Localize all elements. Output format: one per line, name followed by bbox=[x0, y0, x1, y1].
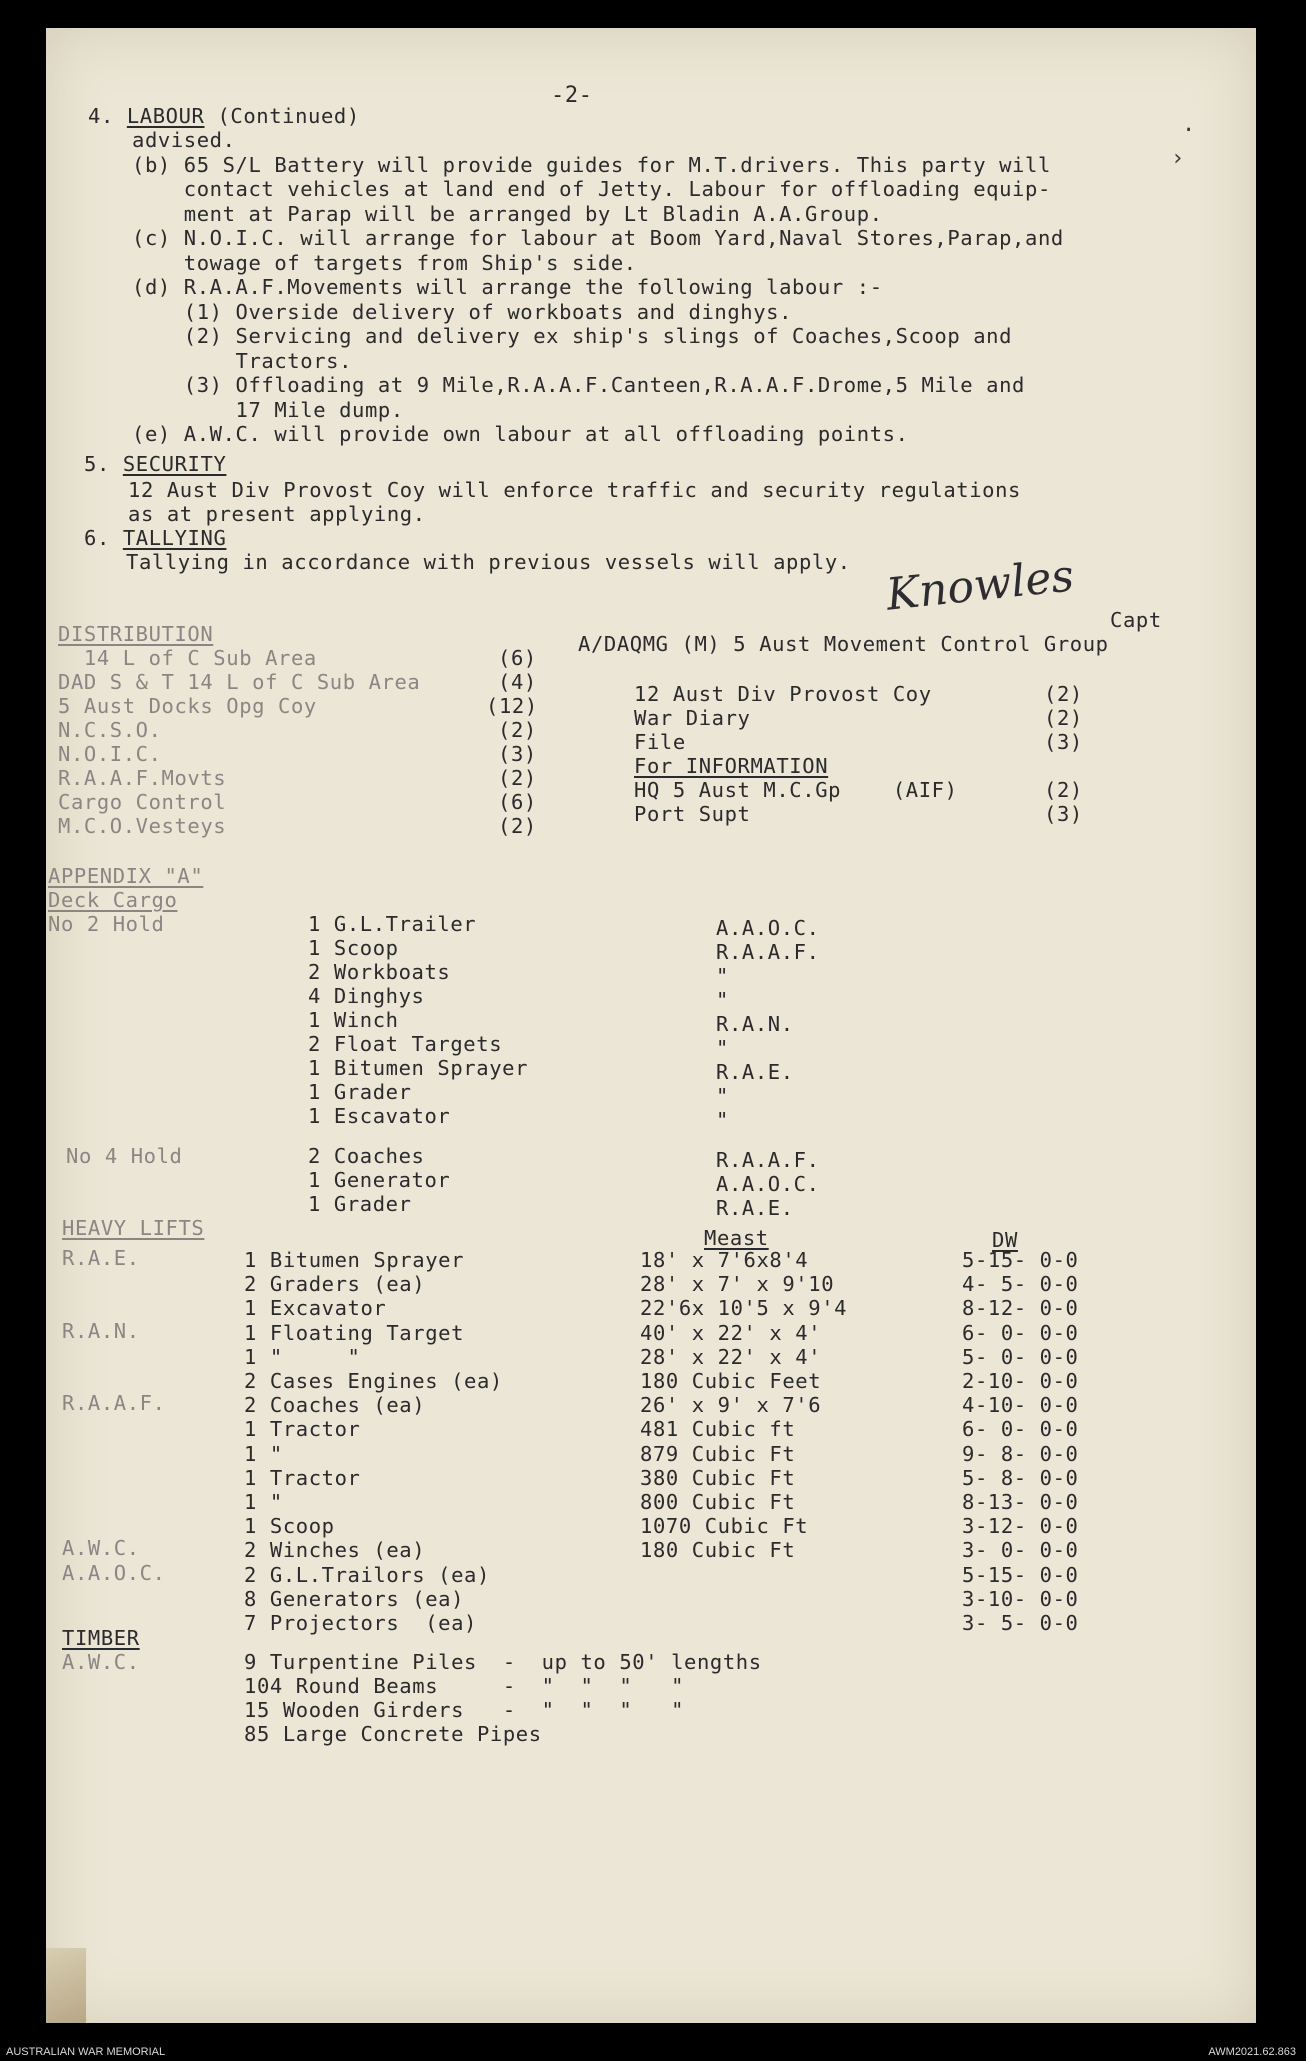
security-line: as at present applying. bbox=[128, 502, 426, 526]
labour-line: (d) R.A.A.F.Movements will arrange the following labour :- bbox=[132, 275, 883, 299]
distribution-copies: (6) bbox=[498, 646, 537, 670]
cargo-item: 1 Escavator bbox=[308, 1104, 451, 1128]
heavy-lift-deadweight: 2-10- 0-0 bbox=[962, 1369, 1079, 1393]
security-heading-text: SECURITY bbox=[122, 452, 227, 476]
cargo-item: 1 Bitumen Sprayer bbox=[308, 1056, 529, 1080]
hold-2-label: No 2 Hold bbox=[48, 912, 165, 936]
heavy-lift-item: 2 Winches (ea) bbox=[244, 1538, 426, 1563]
heavy-lift-item: 1 " " bbox=[244, 1344, 361, 1369]
archive-credit: AUSTRALIAN WAR MEMORIAL bbox=[6, 2046, 166, 2058]
timber-line: 104 Round Beams - " " " " bbox=[244, 1674, 685, 1698]
heavy-lift-deadweight: 8-13- 0-0 bbox=[962, 1490, 1079, 1514]
heavy-lift-item: 8 Generators (ea) bbox=[244, 1586, 465, 1611]
cargo-item: 4 Dinghys bbox=[308, 984, 425, 1008]
distribution-recipient: 5 Aust Docks Opg Coy bbox=[58, 694, 317, 718]
cargo-item: 2 Coaches bbox=[308, 1144, 425, 1168]
labour-heading bbox=[88, 104, 360, 128]
info-copies: (2) bbox=[1044, 778, 1083, 802]
heavy-lift-deadweight: 5-15- 0-0 bbox=[962, 1248, 1079, 1272]
cargo-unit: R.A.A.F. bbox=[716, 940, 820, 964]
distribution-recipient: N.C.S.O. bbox=[58, 718, 162, 742]
heavy-lift-measurement: 800 Cubic Ft bbox=[640, 1490, 796, 1514]
labour-line: (c) N.O.I.C. will arrange for labour at Boom Yard,Naval Stores,Parap,and bbox=[132, 226, 1064, 250]
heavy-lift-unit: A.A.O.C. bbox=[62, 1560, 166, 1585]
heavy-lift-deadweight: 3-10- 0-0 bbox=[962, 1586, 1079, 1611]
cargo-unit: A.A.O.C. bbox=[716, 916, 820, 940]
info-recipient: HQ 5 Aust M.C.Gp (AIF) bbox=[634, 778, 958, 802]
heavy-lift-measurement: 28' x 22' x 4' bbox=[640, 1344, 822, 1369]
tallying-heading-text: TALLYING bbox=[122, 526, 227, 550]
labour-heading-cont: (Continued) bbox=[217, 104, 360, 128]
cargo-item: 2 Float Targets bbox=[308, 1032, 503, 1056]
heavy-lift-measurement: 26' x 9' x 7'6 bbox=[640, 1393, 822, 1418]
heavy-lift-deadweight: 6- 0- 0-0 bbox=[962, 1417, 1079, 1442]
cargo-item: 1 Generator bbox=[308, 1168, 451, 1192]
cargo-unit: R.A.A.F. bbox=[716, 1148, 820, 1172]
timber-heading: TIMBER bbox=[62, 1626, 140, 1650]
heavy-lift-deadweight: 9- 8- 0-0 bbox=[962, 1441, 1079, 1466]
labour-line: (3) Offloading at 9 Mile,R.A.A.F.Canteen,R.A.A.F.Drome,5 Mile and bbox=[132, 373, 1026, 397]
heavy-lift-deadweight: 8-12- 0-0 bbox=[962, 1296, 1079, 1321]
distribution-copies: (2) bbox=[498, 718, 537, 742]
dw-column-header: DW bbox=[992, 1228, 1018, 1252]
heavy-lift-measurement: 180 Cubic Ft bbox=[640, 1538, 796, 1563]
distribution-recipient: 14 L of C Sub Area bbox=[58, 646, 317, 670]
cargo-unit: R.A.N. bbox=[716, 1012, 794, 1036]
cargo-item: 1 G.L.Trailer bbox=[308, 912, 477, 936]
cargo-unit: " bbox=[716, 1108, 729, 1132]
tallying-heading bbox=[84, 526, 226, 550]
cargo-unit: R.A.E. bbox=[716, 1196, 794, 1220]
distribution-copies: (12) bbox=[486, 694, 538, 718]
heavy-lift-deadweight: 5- 0- 0-0 bbox=[962, 1344, 1079, 1369]
heavy-lift-unit: R.A.E. bbox=[62, 1246, 140, 1270]
stray-mark: › bbox=[1171, 146, 1185, 171]
labour-heading-number: 4. bbox=[88, 104, 114, 128]
labour-line: (1) Overside delivery of workboats and dinghys. bbox=[132, 299, 793, 324]
labour-line: (b) 65 S/L Battery will provide guides for M.T.drivers. This party will bbox=[132, 152, 1051, 177]
info-heading: For INFORMATION bbox=[634, 754, 829, 778]
heavy-lift-measurement: 180 Cubic Feet bbox=[640, 1369, 822, 1393]
distribution-copies: (2) bbox=[498, 814, 537, 838]
archive-reference: AWM2021.62.863 bbox=[1208, 2046, 1296, 2058]
timber-line: 9 Turpentine Piles - up to 50' lengths bbox=[244, 1650, 762, 1674]
handwritten-signature: Knowles bbox=[883, 550, 1077, 621]
cargo-item: 1 Grader bbox=[308, 1080, 412, 1104]
heavy-lift-item: 1 Excavator bbox=[244, 1296, 387, 1321]
distribution-copies: (4) bbox=[498, 670, 537, 694]
heavy-lift-measurement: 22'6x 10'5 x 9'4 bbox=[640, 1296, 848, 1321]
heavy-lift-item: 2 Cases Engines (ea) bbox=[244, 1369, 503, 1393]
heavy-lift-measurement: 40' x 22' x 4' bbox=[640, 1320, 822, 1345]
heavy-lift-item: 1 " bbox=[244, 1490, 283, 1514]
labour-line: ment at Parap will be arranged by Lt Bladin A.A.Group. bbox=[132, 201, 883, 226]
cargo-item: 1 Winch bbox=[308, 1008, 399, 1032]
distribution-recipient: M.C.O.Vesteys bbox=[58, 814, 227, 838]
heavy-lift-item: 2 G.L.Trailors (ea) bbox=[244, 1562, 490, 1587]
distribution-recipient: N.O.I.C. bbox=[58, 742, 162, 766]
security-line: 12 Aust Div Provost Coy will enforce traffic and security regulations bbox=[128, 478, 1022, 502]
heavy-lift-deadweight: 3- 0- 0-0 bbox=[962, 1538, 1079, 1563]
cargo-unit: R.A.E. bbox=[716, 1060, 794, 1084]
labour-line: Tractors. bbox=[132, 348, 353, 373]
appendix-subheading: Deck Cargo bbox=[48, 888, 178, 912]
heavy-lift-measurement: 380 Cubic Ft bbox=[640, 1465, 796, 1490]
page-number: -2- bbox=[551, 83, 593, 108]
distribution-copies: (3) bbox=[1044, 730, 1083, 754]
heavy-lift-deadweight: 4-10- 0-0 bbox=[962, 1393, 1079, 1418]
heavy-lift-unit: R.A.N. bbox=[62, 1318, 140, 1343]
security-heading-number: 5. bbox=[84, 452, 110, 476]
distribution-copies: (6) bbox=[498, 790, 537, 814]
heavy-lift-deadweight: 5-15- 0-0 bbox=[962, 1562, 1079, 1587]
hold-4-label: No 4 Hold bbox=[66, 1144, 183, 1168]
heavy-lift-deadweight: 4- 5- 0-0 bbox=[962, 1272, 1079, 1297]
cargo-unit: " bbox=[716, 1036, 729, 1060]
timber-line: 15 Wooden Girders - " " " " bbox=[244, 1698, 685, 1722]
heavy-lift-item: 1 " bbox=[244, 1441, 283, 1466]
heavy-lift-unit: R.A.A.F. bbox=[62, 1391, 166, 1416]
appendix-heading: APPENDIX "A" bbox=[48, 864, 204, 888]
distribution-recipient: Cargo Control bbox=[58, 790, 227, 814]
heavy-lift-deadweight: 3-12- 0-0 bbox=[962, 1514, 1079, 1539]
heavy-lift-deadweight: 5- 8- 0-0 bbox=[962, 1465, 1079, 1490]
cargo-item: 1 Grader bbox=[308, 1192, 412, 1216]
labour-line: towage of targets from Ship's side. bbox=[132, 250, 637, 275]
security-heading bbox=[84, 452, 226, 476]
heavy-lift-item: 1 Scoop bbox=[244, 1514, 335, 1539]
distribution-recipient: DAD S & T 14 L of C Sub Area bbox=[58, 670, 421, 694]
heavy-lift-deadweight: 3- 5- 0-0 bbox=[962, 1611, 1079, 1635]
cargo-item: 1 Scoop bbox=[308, 936, 399, 960]
heavy-lift-item: 1 Tractor bbox=[244, 1465, 361, 1490]
heavy-lift-item: 1 Bitumen Sprayer bbox=[244, 1248, 465, 1272]
heavy-lift-item: 7 Projectors (ea) bbox=[244, 1611, 477, 1635]
distribution-recipient: 12 Aust Div Provost Coy bbox=[634, 682, 932, 706]
distribution-recipient: R.A.A.F.Movts bbox=[58, 766, 227, 790]
labour-heading-text: LABOUR bbox=[126, 104, 205, 128]
heavy-lift-item: 1 Tractor bbox=[244, 1417, 361, 1442]
heavy-lift-unit: A.W.C. bbox=[62, 1536, 140, 1561]
distribution-copies: (3) bbox=[498, 742, 537, 766]
labour-line: (2) Servicing and delivery ex ship's slings of Coaches,Scoop and bbox=[132, 324, 1013, 348]
heavy-lifts-heading: HEAVY LIFTS bbox=[62, 1216, 205, 1240]
timber-line: 85 Large Concrete Pipes bbox=[244, 1722, 542, 1746]
heavy-lift-item: 2 Coaches (ea) bbox=[244, 1393, 426, 1418]
distribution-recipient: File bbox=[634, 730, 686, 754]
info-copies: (3) bbox=[1044, 802, 1083, 826]
heavy-lift-item: 2 Graders (ea) bbox=[244, 1272, 426, 1297]
tallying-line: Tallying in accordance with previous vessels will apply. bbox=[126, 550, 851, 574]
heavy-lift-measurement: 28' x 7' x 9'10 bbox=[640, 1272, 835, 1297]
distribution-copies: (2) bbox=[498, 766, 537, 790]
distribution-heading: DISTRIBUTION bbox=[58, 622, 214, 646]
cargo-unit: " bbox=[716, 988, 729, 1012]
cargo-unit: " bbox=[716, 964, 729, 988]
document-page bbox=[46, 28, 1256, 2023]
meas-column-header: Meast bbox=[704, 1226, 769, 1250]
cargo-unit: A.A.O.C. bbox=[716, 1172, 820, 1196]
labour-line: (e) A.W.C. will provide own labour at all offloading points. bbox=[132, 422, 909, 446]
distribution-copies: (2) bbox=[1044, 682, 1083, 706]
labour-line: contact vehicles at land end of Jetty. Labour for offloading equip- bbox=[132, 177, 1051, 201]
heavy-lift-measurement: 1070 Cubic Ft bbox=[640, 1514, 809, 1539]
cargo-item: 2 Workboats bbox=[308, 960, 451, 984]
heavy-lift-measurement: 481 Cubic ft bbox=[640, 1417, 796, 1442]
tallying-heading-number: 6. bbox=[84, 526, 110, 550]
signature-title: A/DAQMG (M) 5 Aust Movement Control Group bbox=[578, 632, 1109, 656]
heavy-lift-measurement: 879 Cubic Ft bbox=[640, 1441, 796, 1466]
labour-line: advised. bbox=[132, 128, 236, 152]
info-recipient: Port Supt bbox=[634, 802, 751, 826]
heavy-lift-deadweight: 6- 0- 0-0 bbox=[962, 1320, 1079, 1345]
cargo-unit: " bbox=[716, 1084, 729, 1108]
heavy-lift-measurement: 18' x 7'6x8'4 bbox=[640, 1248, 809, 1272]
distribution-copies: (2) bbox=[1044, 706, 1083, 730]
labour-line: 17 Mile dump. bbox=[132, 397, 404, 422]
timber-unit: A.W.C. bbox=[62, 1650, 140, 1674]
distribution-recipient: War Diary bbox=[634, 706, 751, 730]
signature-rank: Capt bbox=[1110, 608, 1162, 632]
stray-mark: · bbox=[1182, 118, 1196, 143]
heavy-lift-item: 1 Floating Target bbox=[244, 1320, 465, 1345]
